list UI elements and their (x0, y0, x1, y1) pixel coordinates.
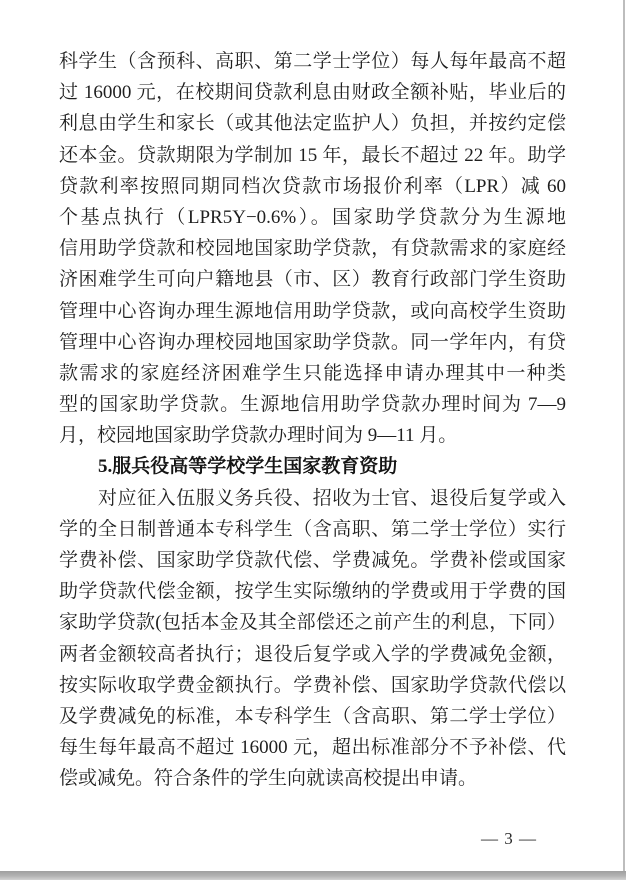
text-line: 还本金。贷款期限为学制加 15 年，最长不超过 22 年。助学 (59, 144, 566, 166)
document-text-block (59, 46, 566, 795)
text-line: 学费补偿、国家助学贷款代偿、学费减免。学费补偿或国家 (59, 550, 566, 571)
text-line: 管理中心咨询办理生源地信用助学贷款，或向高校学生资助 (59, 300, 566, 322)
page-number: — 3 — (481, 829, 537, 848)
text-line: 及学费减免的标准，本专科学生（含高职、第二学士学位） (59, 705, 566, 727)
text-line: 月，校园地国家助学贷款办理时间为 9—11 月。 (59, 425, 458, 447)
text-line: 款需求的家庭经济困难学生只能选择申请办理其中一种类 (59, 362, 566, 384)
text-line: 利息由学生和家长（或其他法定监护人）负担，并按约定偿 (59, 113, 566, 135)
text-line: 个基点执行（LPR5Y−0.6%）。国家助学贷款分为生源地 (59, 206, 566, 228)
scan-edge-right (623, 0, 625, 880)
text-line: 每生每年最高不超过 16000 元，超出标准部分不予补偿、代 (59, 737, 566, 759)
text-line: 过 16000 元，在校期间贷款利息由财政全额补贴，毕业后的 (59, 82, 566, 104)
text-line: 按实际收取学费金额执行。学费补偿、国家助学贷款代偿以 (59, 674, 566, 696)
text-line: 贷款利率按照同期同档次贷款市场报价利率（LPR）减 60 (59, 175, 566, 197)
text-line: 信用助学贷款和校园地国家助学贷款，有贷款需求的家庭经 (59, 238, 566, 260)
text-line: 家助学贷款(包括本金及其全部偿还之前产生的利息，下同） (59, 612, 566, 634)
text-line: 科学生（含预科、高职、第二学士学位）每人每年最高不超 (59, 51, 566, 72)
text-line: 对应征入伍服义务兵役、招收为士官、退役后复学或入 (98, 487, 566, 509)
text-line: 型的国家助学贷款。生源地信用助学贷款办理时间为 7—9 (59, 394, 566, 416)
text-line: 学的全日制普通本专科学生（含高职、第二学士学位）实行 (59, 518, 566, 540)
text-line: 管理中心咨询办理校园地国家助学贷款。同一学年内，有贷 (59, 331, 566, 353)
text-line: 偿或减免。符合条件的学生向就读高校提出申请。 (59, 768, 478, 790)
text-line: 两者金额较高者执行；退役后复学或入学的学费减免金额， (59, 643, 566, 665)
section-heading: 5.服兵役高等学校学生国家教育资助 (98, 456, 398, 478)
text-line: 助学贷款代偿金额，按学生实际缴纳的学费或用于学费的国 (59, 581, 566, 603)
text-line: 济困难学生可向户籍地县（市、区）教育行政部门学生资助 (59, 269, 566, 291)
scan-edge-bottom (0, 871, 626, 880)
